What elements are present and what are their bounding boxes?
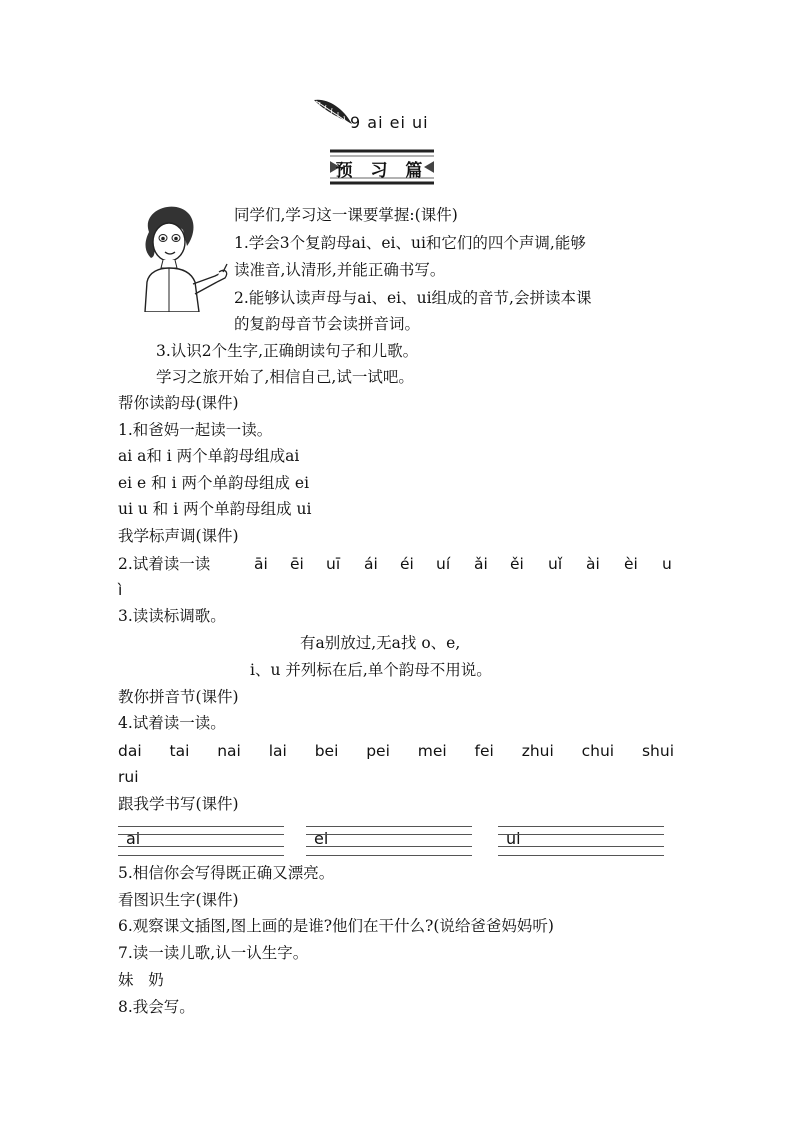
- task-text: 6.观察课文插图,图上画的是谁?他们在干什么?(说给爸爸妈妈听): [118, 917, 554, 935]
- tone-syllable: uí: [436, 555, 451, 573]
- tone-syllable: u: [662, 555, 672, 573]
- tone-syllable: ǎi: [474, 555, 488, 573]
- goal-three: 3.认识2个生字,正确朗读句子和儿歌。: [156, 342, 419, 360]
- tone-syllable: éi: [400, 555, 414, 573]
- syllable: pei: [366, 742, 390, 760]
- lesson-title: 9 ai ei ui: [350, 113, 429, 132]
- writing-sample: ai: [126, 829, 141, 848]
- song-line: 有a别放过,无a找 o、e,: [300, 634, 461, 652]
- tone-syllable: uǐ: [548, 555, 563, 573]
- intro-line: 1.学会3个复韵母ai、ei、ui和它们的四个声调,能够: [234, 234, 586, 252]
- syllable: dai: [118, 742, 142, 760]
- task-text: 8.我会写。: [118, 998, 195, 1016]
- tone-syllable: èi: [624, 555, 638, 573]
- new-characters: 妹 奶: [118, 971, 164, 989]
- section-heading: 教你拼音节(课件): [118, 688, 239, 706]
- syllable-row: [118, 741, 674, 761]
- task-text: 1.和爸妈一起读一读。: [118, 421, 273, 439]
- preview-banner: [330, 148, 434, 186]
- syllable: mei: [417, 742, 447, 760]
- writing-lines-ai[interactable]: [118, 826, 284, 856]
- tone-syllable: ài: [586, 555, 600, 573]
- teacher-illustration: [135, 202, 230, 312]
- tone-task-label: 2.试着读一读: [118, 555, 211, 573]
- tone-syllable: ēi: [290, 555, 304, 573]
- tone-row: [254, 554, 676, 574]
- vowel-row: ui u 和 i 两个单韵母组成 ui: [118, 500, 312, 518]
- tone-syllable: ái: [364, 555, 378, 573]
- section-heading: 我学标声调(课件): [118, 527, 239, 545]
- start-line: 学习之旅开始了,相信自己,试一试吧。: [156, 368, 414, 386]
- task-text: 3.读读标调歌。: [118, 607, 226, 625]
- intro-line: 2.能够认读声母与ai、ei、ui组成的音节,会拼读本课: [234, 289, 592, 307]
- writing-sample: ui: [506, 829, 521, 848]
- syllable: tai: [169, 742, 190, 760]
- task-text: 5.相信你会写得既正确又漂亮。: [118, 864, 335, 882]
- writing-lines-ei[interactable]: [306, 826, 472, 856]
- preview-label: 预 习 篇: [335, 161, 429, 181]
- syllable: zhui: [521, 742, 554, 760]
- section-heading: 跟我学书写(课件): [118, 795, 239, 813]
- tone-syllable: āi: [254, 555, 268, 573]
- writing-lines-ui[interactable]: [498, 826, 664, 856]
- intro-line: 读准音,认清形,并能正确书写。: [234, 261, 446, 279]
- song-line: i、u 并列标在后,单个韵母不用说。: [250, 661, 492, 679]
- tone-syllable: ěi: [510, 555, 524, 573]
- task-text: 7.读一读儿歌,认一认生字。: [118, 944, 309, 962]
- syllable: lai: [268, 742, 287, 760]
- syllable: nai: [217, 742, 241, 760]
- vowel-row: ai a和 i 两个单韵母组成ai: [118, 447, 300, 465]
- syllable: bei: [314, 742, 339, 760]
- intro-line: 的复韵母音节会读拼音词。: [234, 315, 421, 333]
- section-heading: 看图识生字(课件): [118, 891, 239, 909]
- tone-syllable: uī: [326, 555, 341, 573]
- writing-sample: ei: [314, 829, 329, 848]
- task-text: 4.试着读一读。: [118, 714, 226, 732]
- vowel-row: ei e 和 i 两个单韵母组成 ei: [118, 474, 310, 492]
- syllable: shui: [641, 742, 674, 760]
- syllable: chui: [581, 742, 615, 760]
- syllable-wrap: rui: [118, 768, 139, 786]
- intro-line: 同学们,学习这一课要掌握:(课件): [234, 206, 458, 224]
- section-heading: 帮你读韵母(课件): [118, 394, 239, 412]
- tone-wrap: ì: [118, 581, 123, 599]
- syllable: fei: [474, 742, 494, 760]
